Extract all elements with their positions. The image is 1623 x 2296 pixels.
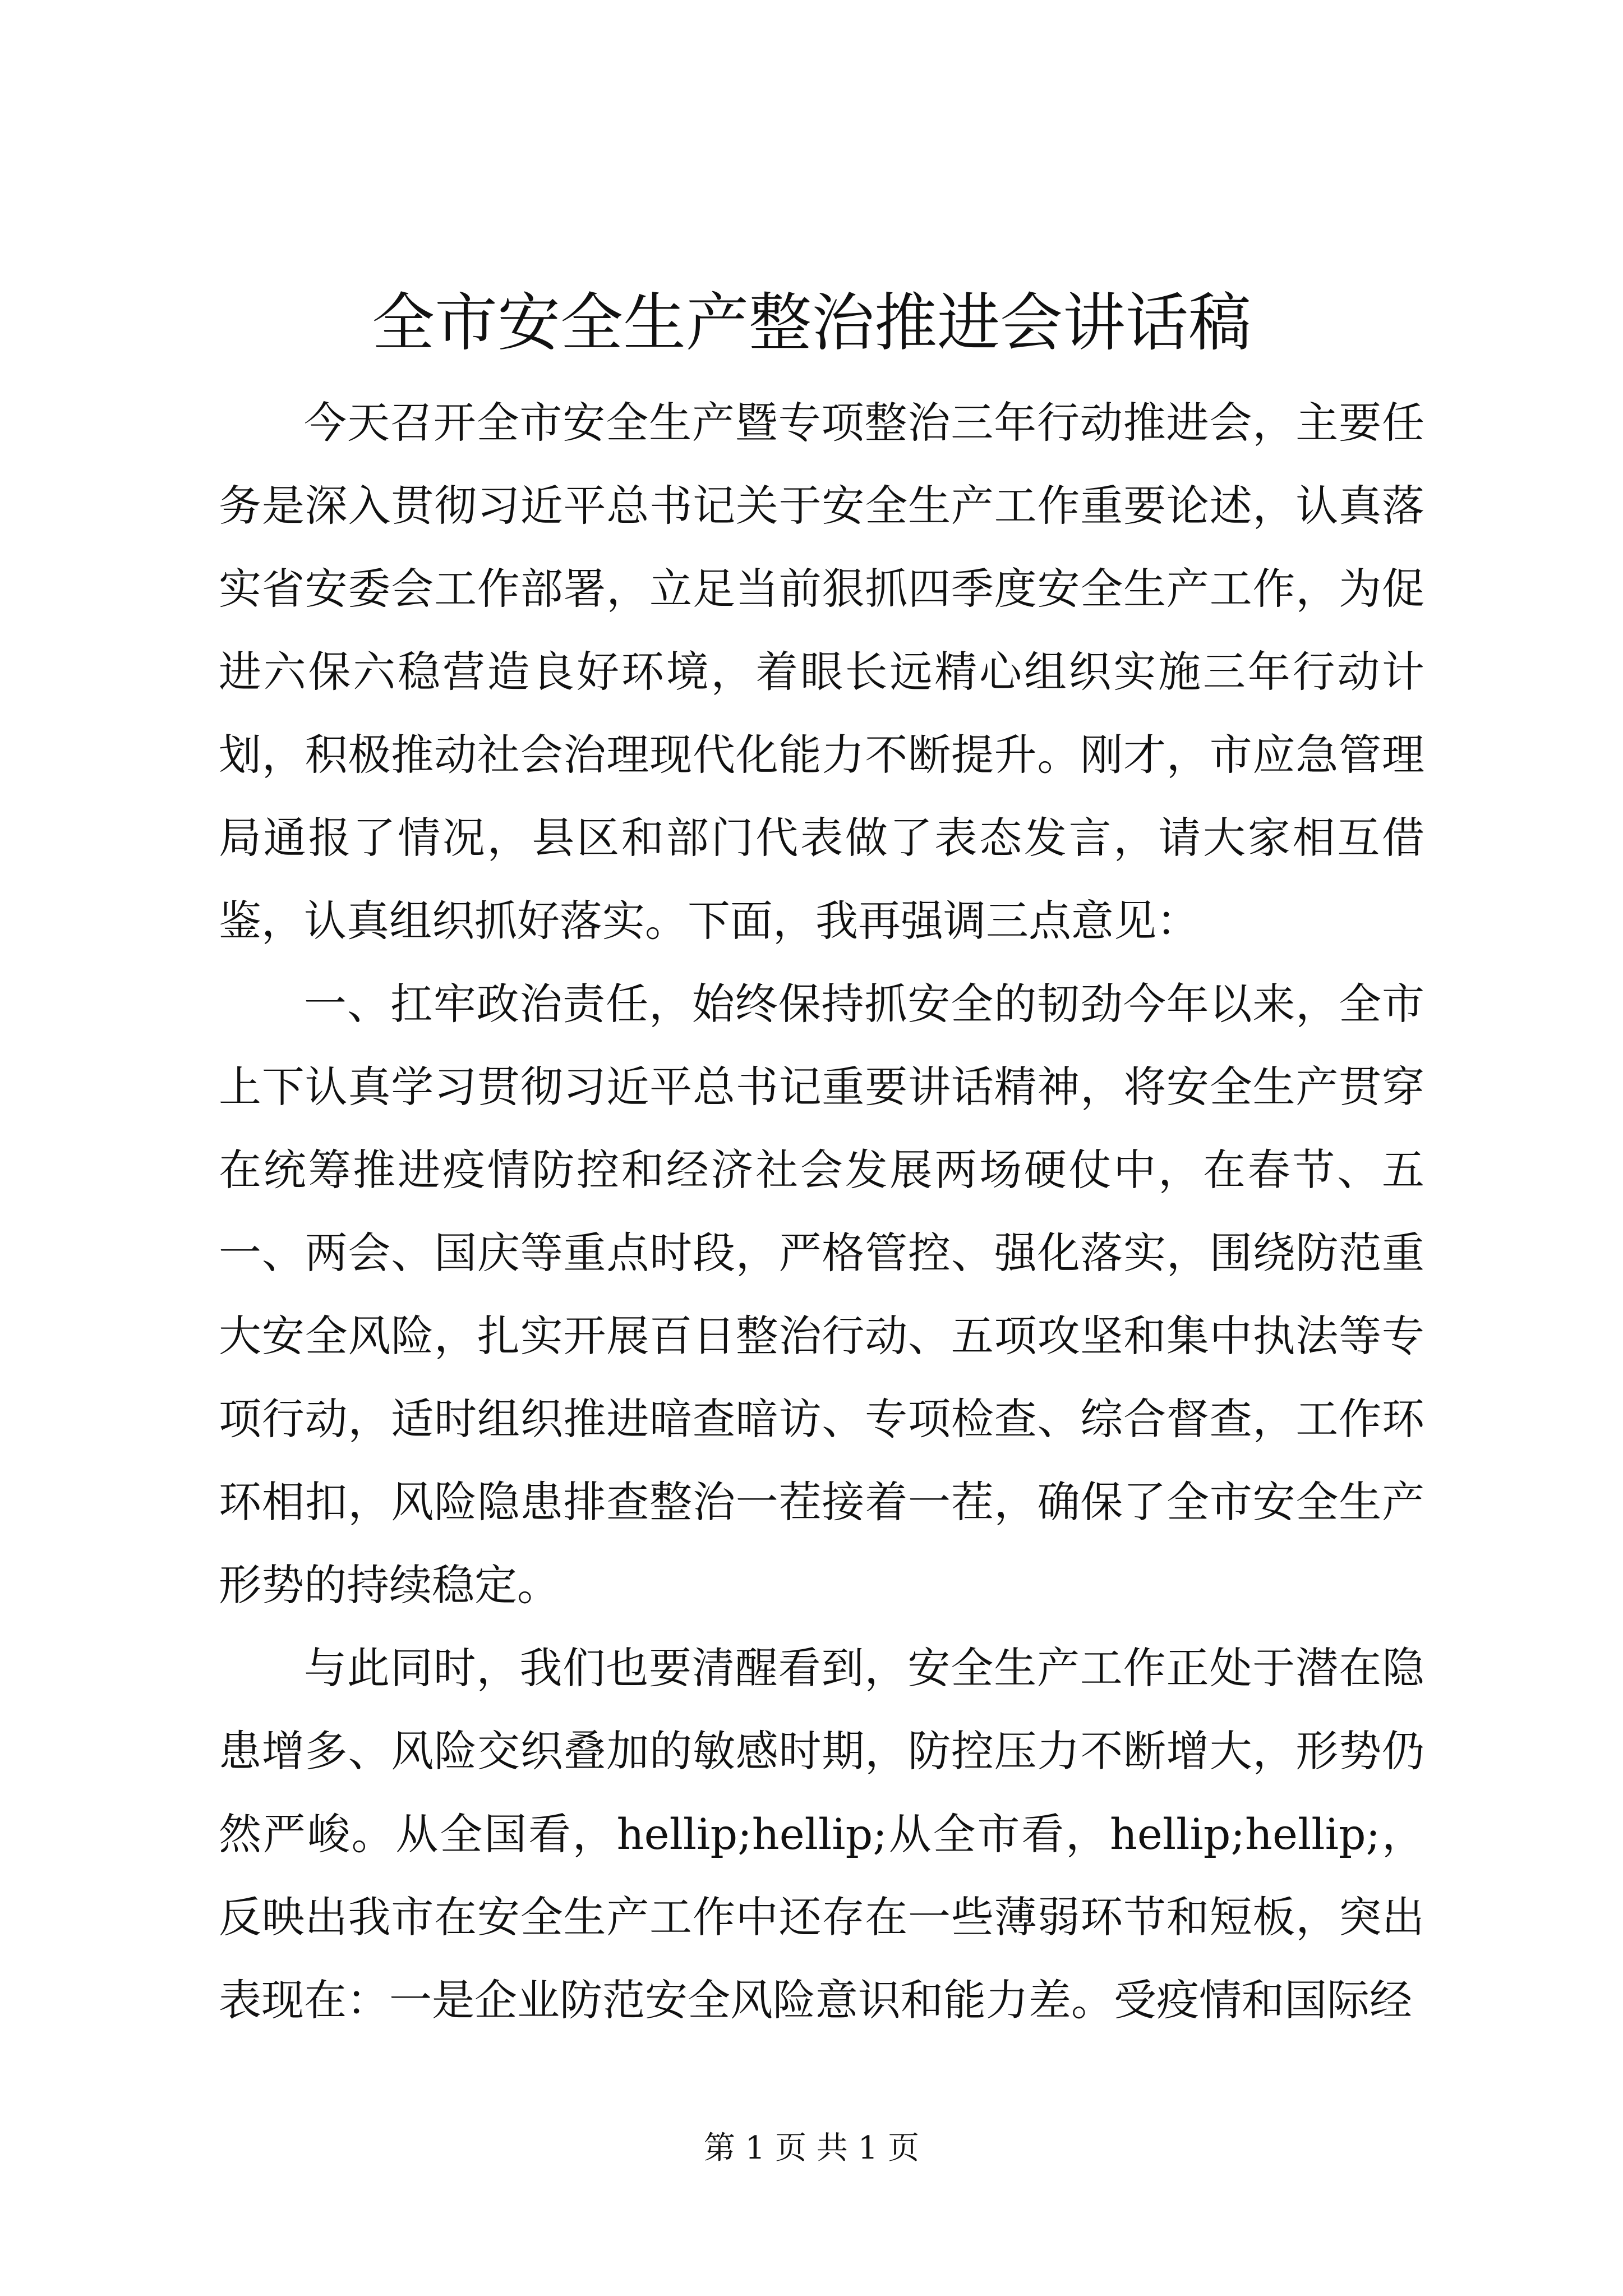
paragraph-3: 与此同时，我们也要清醒看到，安全生产工作正处于潜在隐患增多、风险交织叠加的敏感时期，防控压力不断增大，形势仍然严峻。从全国看，hellip;hellip;从全市看，hellip;hellip;，反映出我市在安全生产工作中还存在一些薄弱环节和短板，突出表现在：一是企业防范安全风险意识和能力差。受疫情和国际经: [219, 1643, 1424, 2025]
paragraph-1: 今天召开全市安全生产暨专项整治三年行动推进会，主要任务是深入贯彻习近平总书记关于安全生产工作重要论述，认真落实省安委会工作部署，立足当前狠抓四季度安全生产工作，为促进六保六稳营造良好环境，着眼长远精心组织实施三年行动计划，积极推动社会治理现代化能力不断提升。刚才，市应急管理局通报了情况，县区和部门代表做了表态发言，请大家相互借鉴，认真组织抓好落实。下面，我再强调三点意见：: [219, 398, 1424, 946]
paragraph-2: 一、扛牢政治责任，始终保持抓安全的韧劲今年以来，全市上下认真学习贯彻习近平总书记重要讲话精神，将安全生产贯穿在统筹推进疫情防控和经济社会发展两场硬仗中，在春节、五一、两会、国庆等重点时段，严格管控、强化落实，围绕防范重大安全风险，扎实开展百日整治行动、五项攻坚和集中执法等专项行动，适时组织推进暗查暗访、专项检查、综合督查，工作环环相扣，风险隐患排查整治一茬接着一茬，确保了全市安全生产形势的持续稳定。: [219, 979, 1424, 1610]
document-body: [219, 381, 1424, 2042]
document-title: 全市安全生产整治推进会讲话稿: [372, 287, 1251, 360]
page-number-footer: 第 1 页 共 1 页: [703, 2130, 920, 2166]
